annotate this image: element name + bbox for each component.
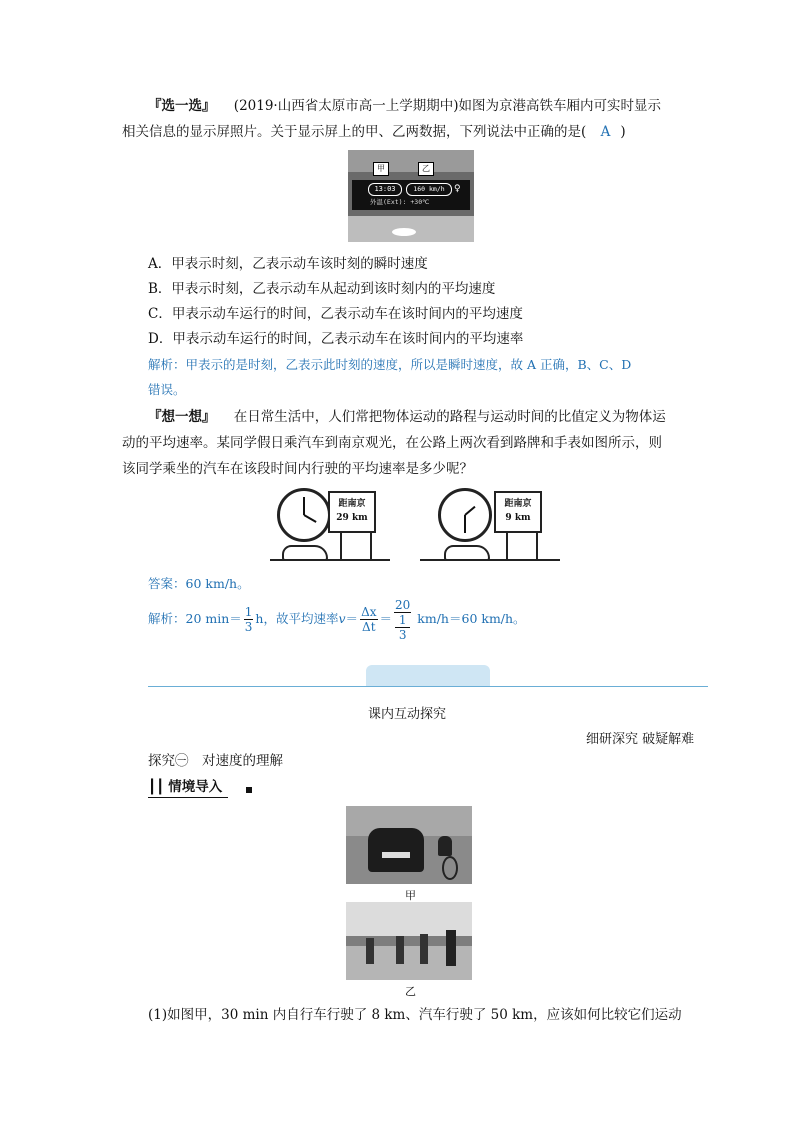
runner-4 — [446, 930, 456, 966]
sign-2: 距南京 9 km — [494, 491, 542, 533]
q2-explain: 解析：20 min＝ $\frac{1}{3}$ h，故平均速率v＝ $\frac{\Delta x}{\Delta t}$ ＝ 20 1 3 km/h＝60 km/h。 — [148, 597, 526, 642]
runner-1 — [366, 938, 374, 964]
question-1: (1)如图甲，30 min 内自行车行驶了 8 km、汽车行驶了 50 km，应该如何比较它们运动 — [148, 1007, 682, 1023]
section-title: 课内互动探究 — [368, 707, 447, 722]
car-rear — [368, 828, 424, 872]
cyclist — [438, 836, 452, 856]
q2-stem-line2: 动的平均速率。某同学假日乘汽车到南京观光，在公路上两次看到路牌和手表如图所示，则 — [122, 435, 662, 451]
caption-jia: 甲 — [405, 889, 416, 902]
toilet-icon: ♀ — [454, 184, 461, 194]
explore-title: 探究㊀ 对速度的理解 — [148, 753, 283, 769]
q1-stem-line2: 相关信息的显示屏照片。关于显示屏上的甲、乙两数据，下列说法中正确的是( A ) — [122, 124, 626, 140]
q2-stem-line3: 该同学乘坐的汽车在该段时间内行驶的平均速率是多少呢？ — [122, 461, 473, 477]
q1-explain-2: 错误。 — [148, 382, 186, 397]
sign-1: 距南京 29 km — [328, 491, 376, 533]
label-yi: 乙 — [418, 162, 434, 176]
runner-2 — [396, 936, 404, 964]
caption-yi: 乙 — [405, 985, 416, 998]
q1-option-b: B．甲表示时刻，乙表示动车从起动到该时刻内的平均速度 — [148, 281, 496, 297]
q1-tag: 『选一选』 — [148, 98, 216, 114]
q2-stem-line1: 『想一想』 在日常生活中，人们常把物体运动的路程与运动时间的比值定义为物体运 — [148, 409, 666, 425]
q1-source: (2019·山西省太原市高一上学期期中) — [233, 98, 459, 114]
road-figure — [270, 485, 560, 565]
q1-stem-line1 — [148, 96, 661, 116]
q1-explain-1: 解析：甲表示的是时刻，乙表示此时刻的速度，所以是瞬时速度，故 A 正确，B、C、D — [148, 357, 632, 372]
q2-tag: 『想一想』 — [148, 409, 216, 425]
photo-runners — [346, 902, 472, 980]
train-display-photo — [348, 150, 474, 242]
section-subtitle: 细研深究 破疑解难 — [586, 732, 695, 747]
q1-option-a: A．甲表示时刻，乙表示动车该时刻的瞬时速度 — [148, 256, 428, 272]
section-divider — [148, 686, 708, 687]
photo-car-bicycle — [346, 806, 472, 884]
scene-marker-icon — [246, 787, 252, 793]
clock-2 — [438, 488, 492, 542]
q2-answer: 答案：60 km/h。 — [148, 576, 250, 591]
runner-3 — [420, 934, 428, 964]
label-jia: 甲 — [373, 162, 389, 176]
screen-temp: 外温(Ext): +30℃ — [370, 198, 430, 206]
q1-answer: A — [600, 124, 611, 140]
q1-option-d: D．甲表示动车运行的时间，乙表示动车在该时间内的平均速率 — [148, 331, 524, 347]
screen-time: 13:03 — [368, 183, 402, 196]
section-tab — [366, 665, 490, 687]
q1-option-c: C．甲表示动车运行的时间，乙表示动车在该时间内的平均速度 — [148, 306, 523, 322]
screen-speed: 160 km/h — [406, 183, 452, 196]
clock-1 — [277, 488, 331, 542]
q1-stem1: 如图为京港高铁车厢内可实时显示 — [458, 98, 661, 114]
scene-intro: ┃┃ 情境导入 — [148, 777, 228, 798]
